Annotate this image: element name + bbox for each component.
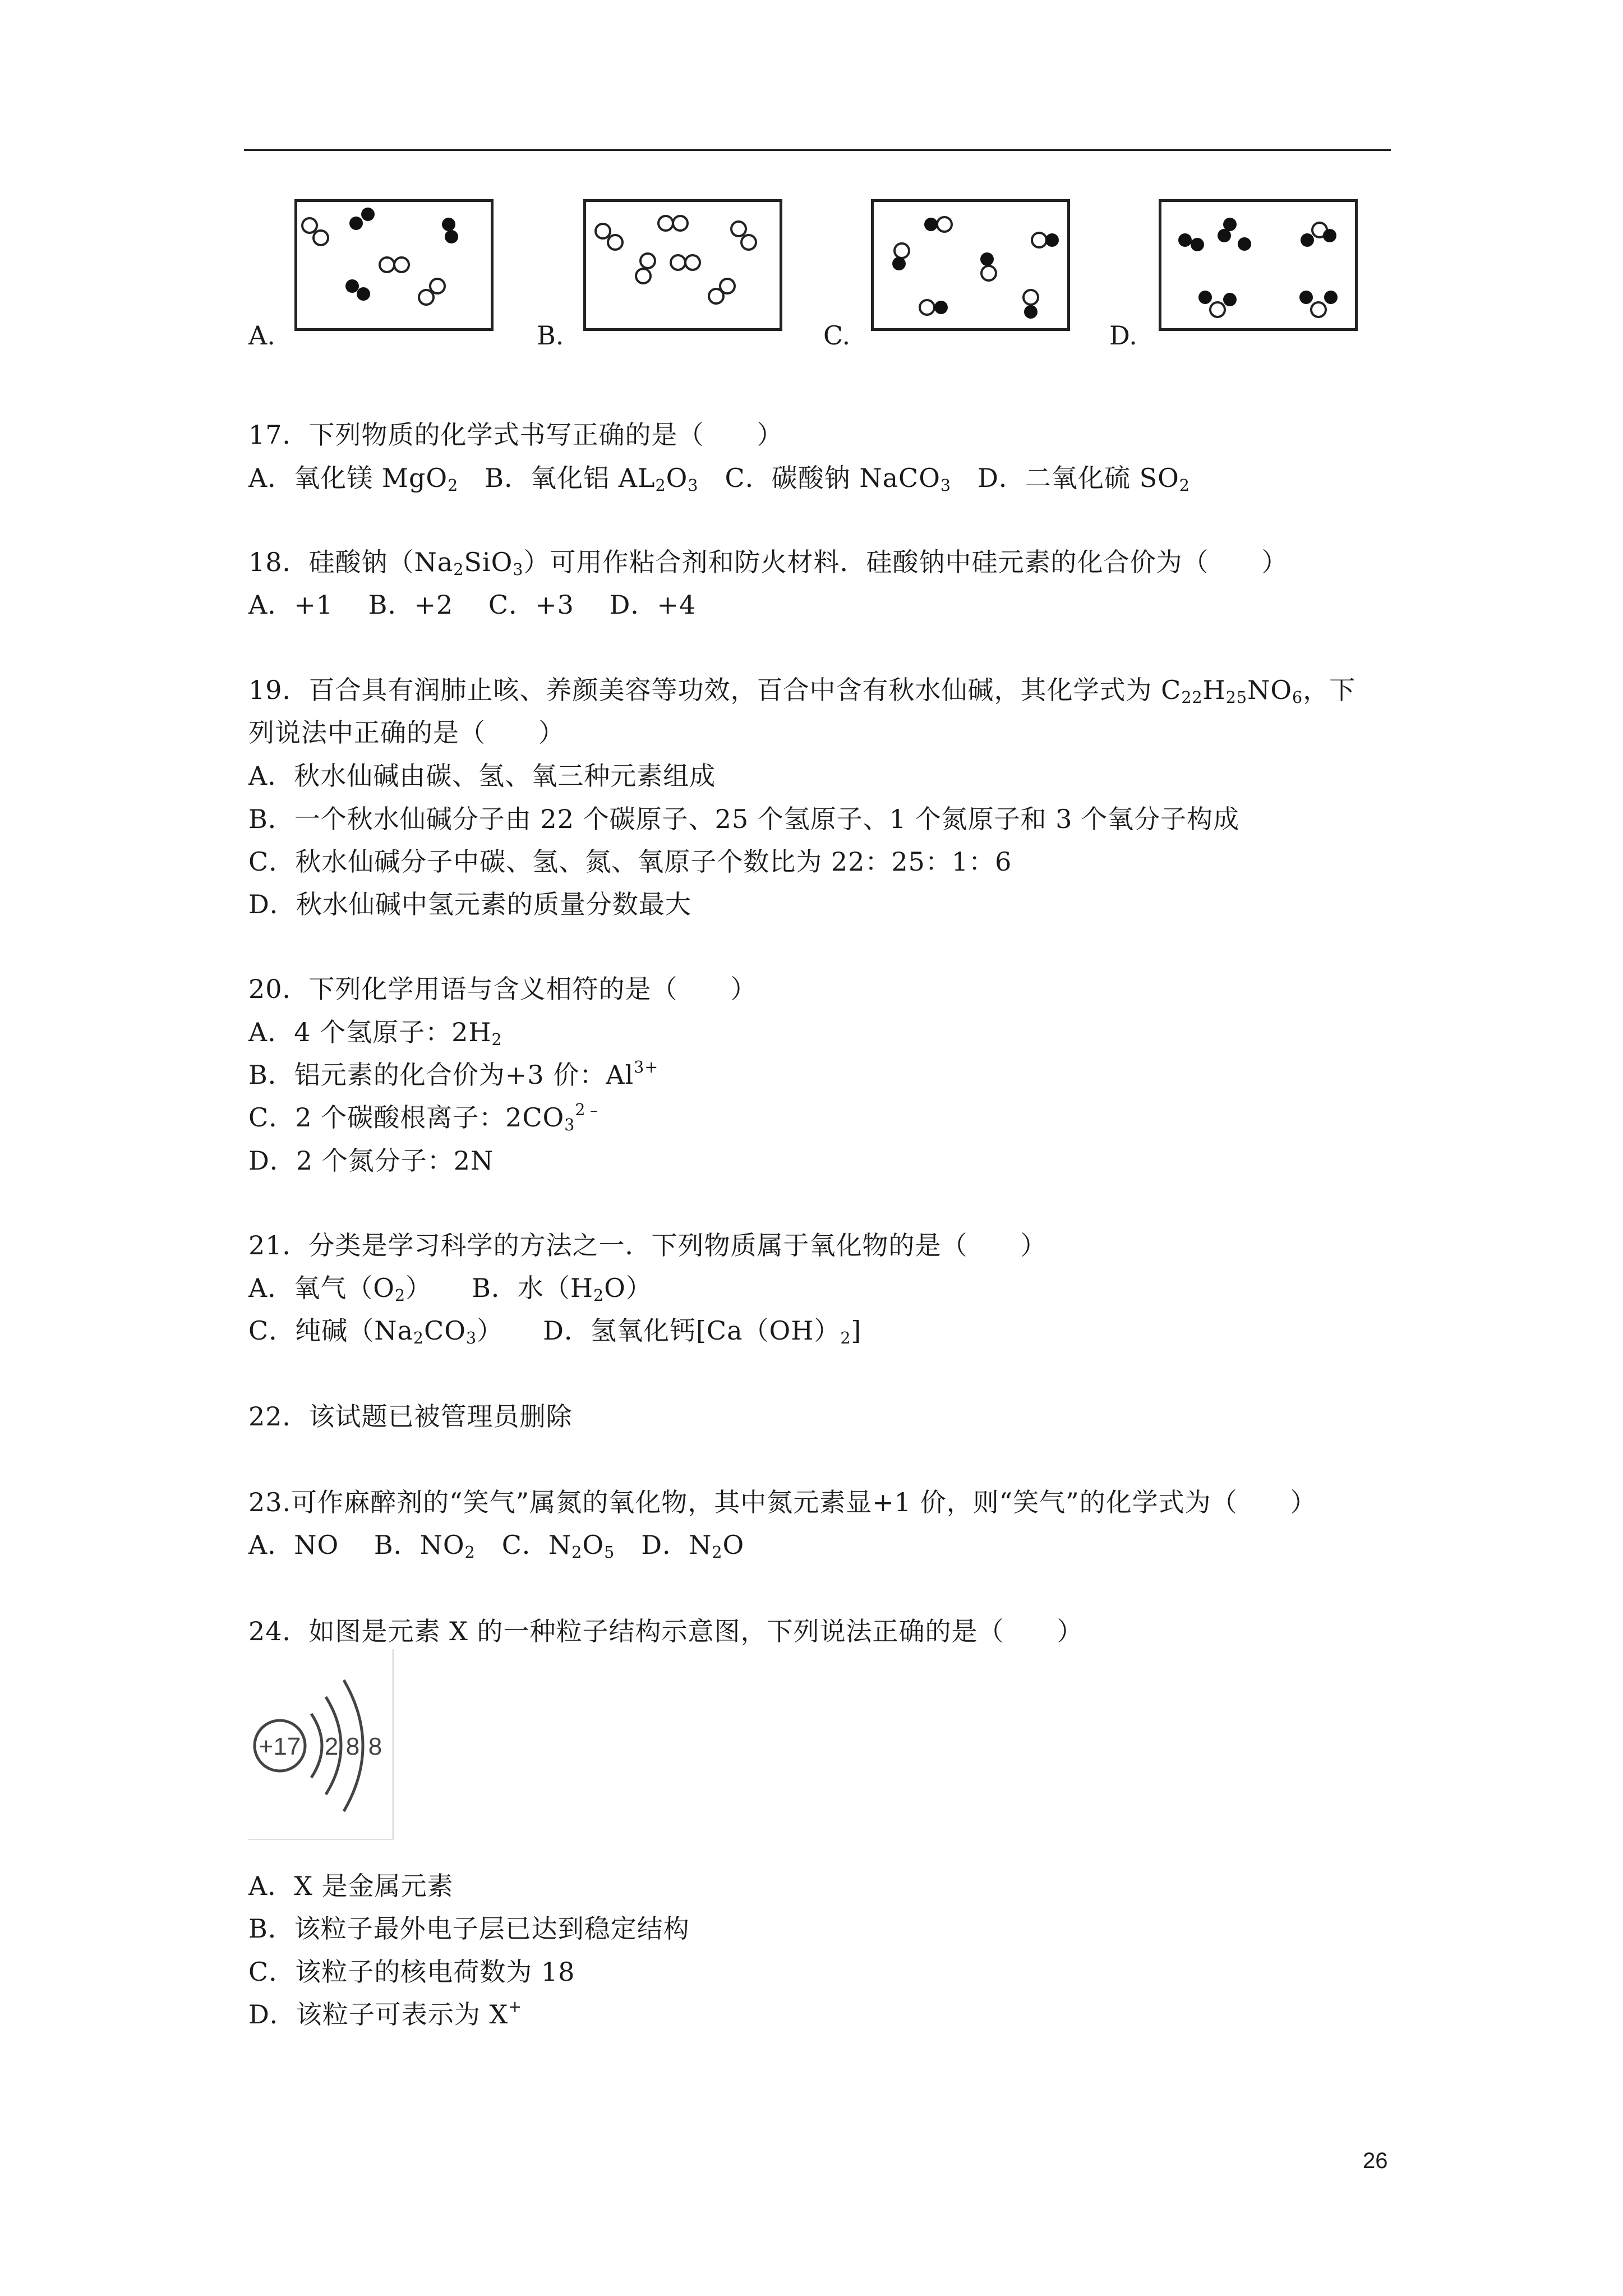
q19-option-d: D．秋水仙碱中氢元素的质量分数最大 bbox=[248, 889, 691, 919]
q20-option-b: B．铝元素的化合价为+3 价：$Al^{3+}$ bbox=[248, 1058, 659, 1090]
molecule-box-d bbox=[1159, 199, 1358, 331]
q16-option-d-label: D. bbox=[1109, 320, 1137, 351]
page-number: 26 bbox=[1363, 2148, 1388, 2173]
q22-stem: 22．该试题已被管理员删除 bbox=[248, 1401, 573, 1432]
shell-1-electrons: 2 bbox=[324, 1733, 339, 1760]
q21-options-row1: A．氧气$(O_2)$ B．水$(H_2O)$ bbox=[248, 1273, 652, 1305]
molecule-box-b bbox=[583, 199, 782, 331]
molecule-box-c bbox=[871, 199, 1070, 331]
q20-option-c: C．2 个碳酸根离子：$2CO_3^{2﹣}$ bbox=[248, 1101, 603, 1135]
q16-option-a-label: A. bbox=[248, 320, 275, 351]
q18-options: A．+1 B．+2 C．+3 D．+4 bbox=[248, 590, 697, 620]
q21-stem: 21．分类是学习科学的方法之一．下列物质属于氧化物的是（ ） bbox=[248, 1230, 1047, 1260]
q19-option-c: C．秋水仙碱分子中碳、氢、氮、氧原子个数比为 22：25：1：6 bbox=[248, 846, 1012, 877]
q19-option-a: A．秋水仙碱由碳、氢、氧三种元素组成 bbox=[248, 761, 716, 791]
q23-options: A．NO B．$NO_2$ C．$N_2O_5$ D．$N_2O$ bbox=[248, 1530, 745, 1562]
q17-options: A．氧化镁 MgO$_2$ B．氧化铝 $AL_2O_3$ C．碳酸钠 NaCO$_3$ D．二氧化硫 $SO_2$ bbox=[248, 463, 1190, 495]
q23-stem: 23.可作麻醉剂的“笑气”属氮的氧化物，其中氮元素显+1 价，则“笑气”的化学式为（ ） bbox=[248, 1487, 1317, 1517]
q20-option-a: A．4 个氢原子：$2H_2$ bbox=[248, 1017, 502, 1050]
q24-stem: 24．如图是元素 X 的一种粒子结构示意图，下列说法正确的是（ ） bbox=[248, 1616, 1083, 1646]
q24-option-d: D．该粒子可表示为 X+ bbox=[248, 1998, 523, 2030]
q21-options-row2: C．纯碱$(Na_2CO_3)$ D．氢氧化钙$[Ca(OH)_2]$ bbox=[248, 1315, 862, 1348]
q24-option-a: A．X 是金属元素 bbox=[248, 1871, 454, 1901]
nucleus-charge: +17 bbox=[259, 1733, 301, 1760]
molecule-box-a bbox=[294, 199, 494, 331]
q24-option-b: B．该粒子最外电子层已达到稳定结构 bbox=[248, 1913, 690, 1944]
header-rule bbox=[244, 149, 1391, 151]
q19-stem: 19．百合具有润肺止咳、养颜美容等功效，百合中含有秋水仙碱，其化学式为 $C_{22}H_{25}NO_6$，下 bbox=[248, 675, 1356, 707]
q19-option-b: B．一个秋水仙碱分子由 22 个碳原子、25 个氢原子、1 个氮原子和 3 个氧分子构成 bbox=[248, 804, 1240, 834]
shell-2-electrons: 8 bbox=[345, 1733, 360, 1760]
atom-structure-diagram bbox=[248, 1649, 394, 1840]
q20-stem: 20．下列化学用语与含义相符的是（ ） bbox=[248, 974, 757, 1004]
shell-3-electrons: 8 bbox=[368, 1733, 382, 1760]
q16-option-b-label: B. bbox=[537, 320, 564, 351]
q19-stem-line2: 列说法中正确的是（ ） bbox=[248, 717, 565, 748]
q20-option-d: D．2 个氮分子：2N bbox=[248, 1145, 494, 1176]
q16-option-c-label: C. bbox=[823, 320, 851, 351]
q18-stem: 18．硅酸钠$(Na_2SiO_3)$可用作粘合剂和防火材料．硅酸钠中硅元素的化合价为（ ） bbox=[248, 547, 1288, 579]
q17-stem: 17．下列物质的化学式书写正确的是（ ） bbox=[248, 420, 783, 450]
q24-option-c: C．该粒子的核电荷数为 18 bbox=[248, 1957, 575, 1987]
